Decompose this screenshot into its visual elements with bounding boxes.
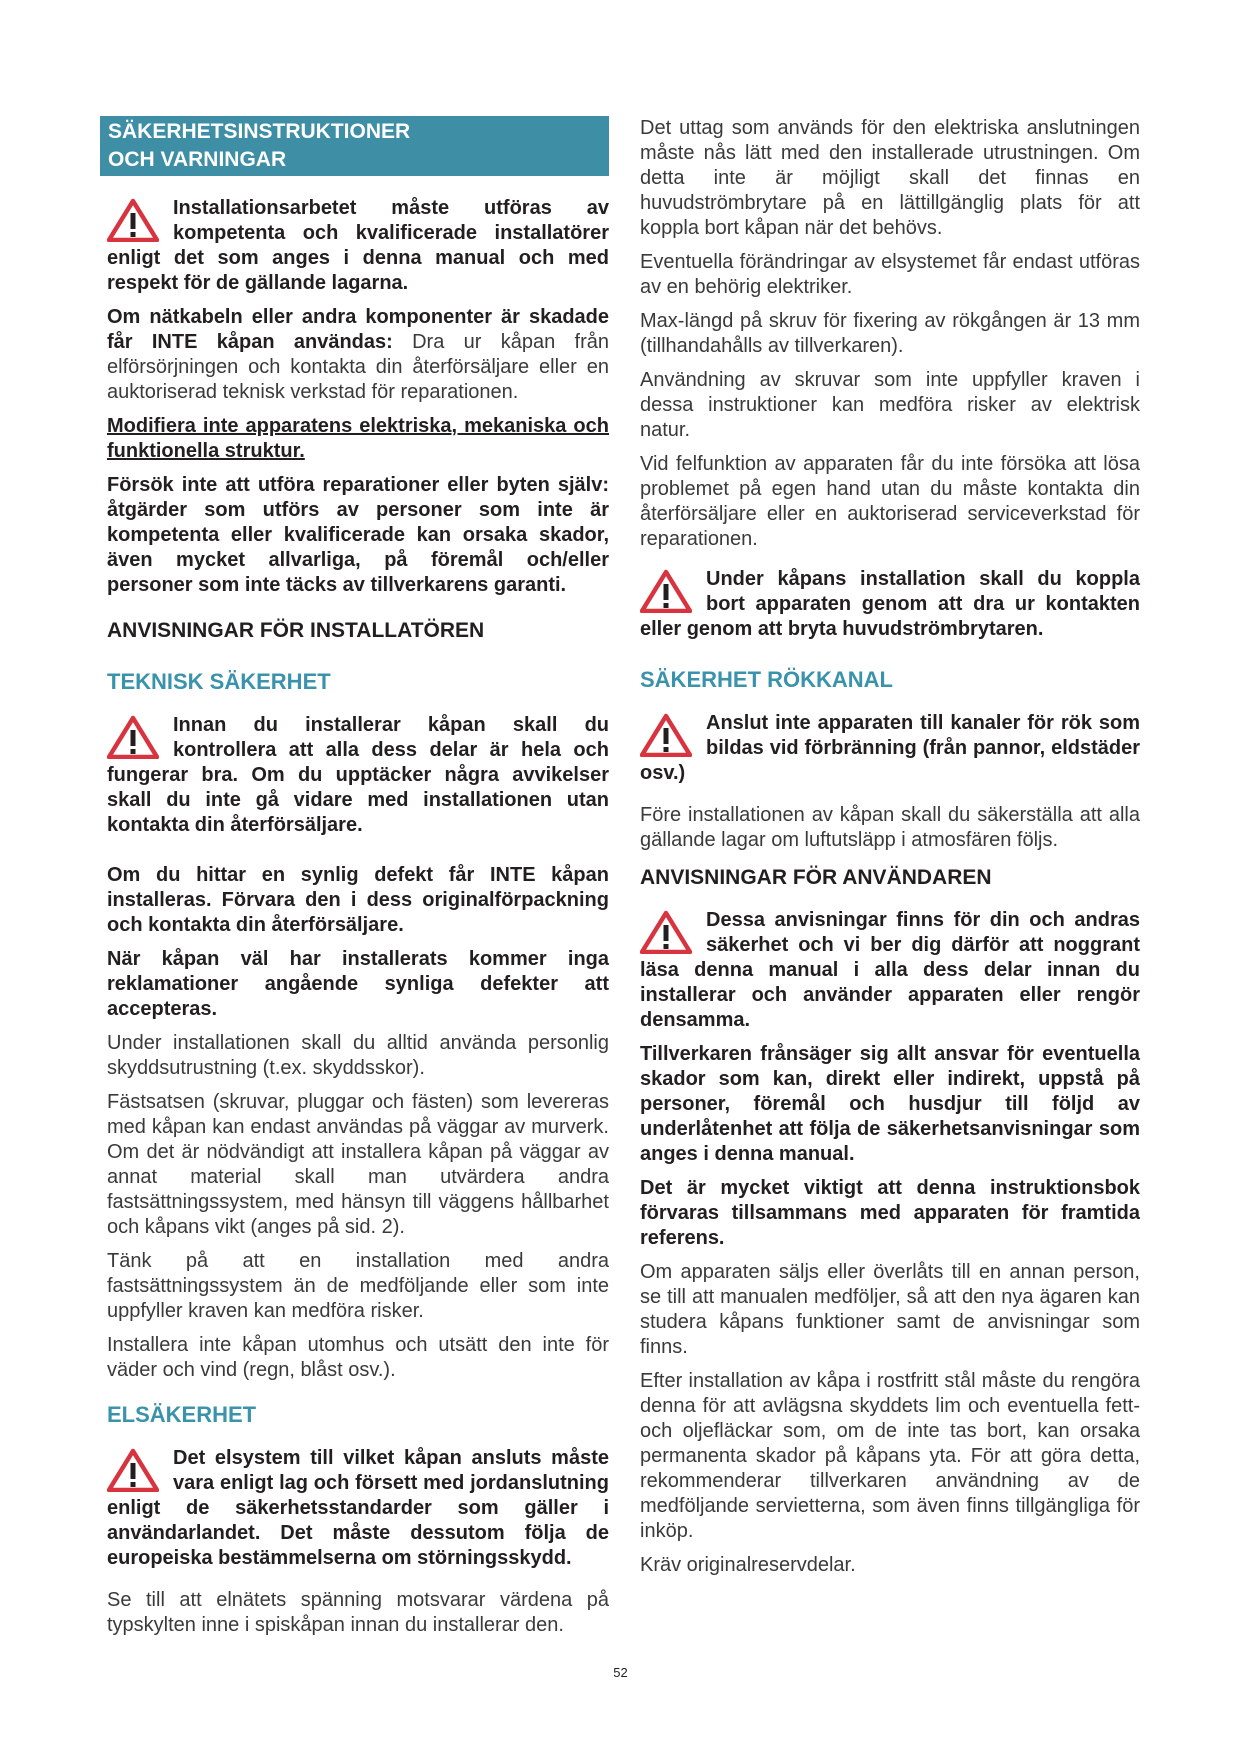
paragraph-liability: Tillverkaren frånsäger sig allt ansvar för eventuella skador som kan, direkt eller indirekt, uppstå på personer, föremål och husdjur till följd av underlåtenhet att följa de säkerhetsanvisningar som anges i denna manual. bbox=[640, 1043, 1140, 1165]
warning-triangle-icon bbox=[640, 713, 692, 757]
paragraph-screw-length: Max-längd på skruv för fixering av rökgången är 13 mm (tillhandahålls av tillverkaren). bbox=[640, 310, 1140, 357]
warning-text: Innan du installerar kåpan skall du kontrollera att alla dess delar är hela och fungerar bra. Om du upptäcker några avvikelser skall du inte gå vidare med installationen utan kontakta din återförsäljare. bbox=[107, 714, 609, 836]
page-number: 52 bbox=[613, 1665, 628, 1680]
warning-read-manual bbox=[640, 908, 1140, 1033]
warning-text: Dessa anvisningar finns för din och andras säkerhet och vi ber dig därför att noggrant läsa denna manual i alla dess delar innan du installerar och använder apparaten eller rengör densamma. bbox=[640, 909, 1140, 1031]
warning-triangle-icon bbox=[107, 715, 159, 759]
warning-text: Det elsystem till vilket kåpan ansluts måste vara enligt lag och försett med jordanslutning enligt de säkerhetsstandarder som gäller i användarlandet. Det måste dessutom följa de europeiska bestämmelserna om störningsskydd. bbox=[107, 1447, 609, 1569]
paragraph-no-claims: När kåpan väl har installerats kommer inga reklamationer angående synliga defekter att accepteras. bbox=[107, 948, 609, 1020]
paragraph-no-modify: Modifiera inte apparatens elektriska, mekaniska och funktionella struktur. bbox=[107, 415, 609, 462]
warning-electrical-system bbox=[107, 1446, 609, 1571]
warning-check-parts bbox=[107, 713, 609, 838]
left-column bbox=[107, 116, 609, 1647]
paragraph-damaged-cable bbox=[107, 305, 609, 405]
heading-installer: ANVISNINGAR FÖR INSTALLATÖREN bbox=[107, 619, 485, 642]
light-text: Dra ur kåpan från elförsörjningen och kontakta din återförsäljare eller en auktoriserad teknisk verkstad för reparationen. bbox=[107, 331, 609, 403]
paragraph-malfunction: Vid felfunktion av apparaten får du inte försöka att lösa problemet på egen hand utan du måste kontakta din återförsäljare eller en auktoriserad serviceverkstad för reparationen. bbox=[640, 453, 1140, 550]
warning-triangle-icon bbox=[640, 910, 692, 954]
paragraph-fixing-kit: Fästsatsen (skruvar, pluggar och fästen) som levereras med kåpan kan endast användas på väggar av murverk. Om det är nödvändigt att installera kåpan på väggar av annat material skall man utvärdera andra fastsättningssystem, med hänsyn till väggens hållbarhet och kåpans vikt (anges på sid. 2). bbox=[107, 1091, 609, 1238]
paragraph-stainless-clean: Efter installation av kåpa i rostfritt stål måste du rengöra denna för att avlägsna skyddets lim och eventuella fett- och oljefläckar som, om de inte tas bort, kan orsaka permanenta skador på kåpans yta. För att göra detta, rekommenderar tillverkaren användning av de medföljande servietterna, som även finns tillgängliga för inköp. bbox=[640, 1370, 1140, 1542]
warning-text: Installationsarbetet måste utföras av kompetenta och kvalificerade installatörer enligt det som anges i denna manual och med respekt för de gällande lagarna. bbox=[107, 197, 609, 294]
warning-disconnect bbox=[640, 567, 1140, 642]
banner-line-2: OCH VARNINGAR bbox=[108, 148, 287, 171]
warning-text: Under kåpans installation skall du koppla bort apparaten genom att dra ur kontakten eller genom att bryta huvudströmbrytaren. bbox=[640, 568, 1140, 640]
warning-triangle-icon bbox=[640, 569, 692, 613]
bold-lead: Om nätkabeln eller andra komponenter är skadade får INTE kåpan användas: bbox=[107, 306, 609, 353]
warning-smoke-duct bbox=[640, 711, 1140, 786]
paragraph-screws-risk: Användning av skruvar som inte uppfyller kraven i dessa instruktioner kan medföra risker av elektrisk natur. bbox=[640, 369, 1140, 441]
paragraph-new-owner: Om apparaten säljs eller överlåts till en annan person, se till att manualen medföljer, så att den nya ägaren kan studera kåpans funktioner samt de anvisningar som finns. bbox=[640, 1261, 1140, 1358]
paragraph-other-fixing: Tänk på att en installation med andra fastsättningssystem än de medföljande eller som inte uppfyller kraven kan medföra risker. bbox=[107, 1250, 609, 1322]
warning-installation bbox=[107, 196, 609, 296]
paragraph-original-parts: Kräv originalreservdelar. bbox=[640, 1554, 856, 1576]
right-column bbox=[640, 116, 1140, 1587]
warning-triangle-icon bbox=[107, 1448, 159, 1492]
heading-smoke-duct: SÄKERHET RÖKKANAL bbox=[640, 667, 893, 692]
paragraph-emission-laws: Före installationen av kåpan skall du säkerställa att alla gällande lagar om luftutsläpp i atmosfären följs. bbox=[640, 804, 1140, 851]
paragraph-keep-manual: Det är mycket viktigt att denna instruktionsbok förvaras tillsammans med apparaten för framtida referens. bbox=[640, 1177, 1140, 1249]
paragraph-visible-defect: Om du hittar en synlig defekt får INTE kåpan installeras. Förvara den i dess originalförpackning och kontakta din återförsäljare. bbox=[107, 864, 609, 936]
paragraph-ppe: Under installationen skall du alltid använda personlig skyddsutrustning (t.ex. skyddsskor). bbox=[107, 1032, 609, 1079]
warning-triangle-icon bbox=[107, 198, 159, 242]
paragraph-no-repair: Försök inte att utföra reparationer eller byten själv: åtgärder som utförs av personer som inte är kompetenta eller kvalificerade kan orsaka skador, även mycket allvarliga, på föremål och/eller personer som inte täcks av tillverkarens garanti. bbox=[107, 474, 609, 596]
section-banner-safety bbox=[100, 116, 609, 176]
heading-user-instructions: ANVISNINGAR FÖR ANVÄNDAREN bbox=[640, 866, 992, 889]
paragraph-electrician: Eventuella förändringar av elsystemet får endast utföras av en behörig elektriker. bbox=[640, 251, 1140, 298]
warning-text: Anslut inte apparaten till kanaler för rök som bildas vid förbränning (från pannor, eldstäder osv.) bbox=[640, 712, 1140, 784]
heading-electrical-safety: ELSÄKERHET bbox=[107, 1402, 257, 1427]
paragraph-socket: Det uttag som används för den elektriska anslutningen måste nås lätt med den installerade utrustningen. Om detta inte är möjligt skall det finnas en huvudströmbrytare på en lättillgänglig plats för att koppla bort kåpan när det behövs. bbox=[640, 117, 1140, 239]
paragraph-voltage: Se till att elnätets spänning motsvarar värdena på typskylten inne i spiskåpan innan du installerar den. bbox=[107, 1589, 609, 1636]
banner-line-1: SÄKERHETSINSTRUKTIONER bbox=[108, 120, 411, 143]
heading-technical-safety: TEKNISK SÄKERHET bbox=[107, 669, 331, 694]
paragraph-no-outdoor: Installera inte kåpan utomhus och utsätt den inte för väder och vind (regn, blåst osv.). bbox=[107, 1334, 609, 1381]
